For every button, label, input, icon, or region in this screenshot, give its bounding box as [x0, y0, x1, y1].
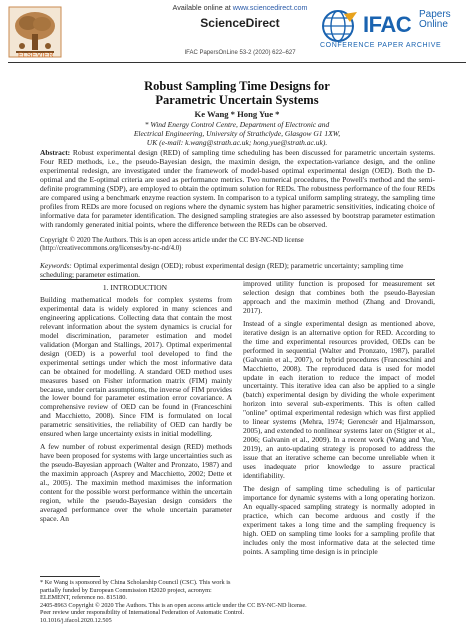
ifac-papers-line1: Papers	[419, 9, 451, 20]
copyright-line1: Copyright © 2020 The Authors. This is an open access article under the CC BY-NC-ND license	[40, 237, 304, 244]
elsevier-wordmark: ELSEVIER	[18, 52, 54, 59]
publication-info	[40, 602, 435, 624]
ifac-wordmark: IFAC	[363, 12, 412, 37]
issn-line: 2405-8963 Copyright © 2020 The Authors. This is an open access article under the CC BY-NC-ND license.	[40, 602, 307, 609]
affiliation-line1: * Wind Energy Control Centre, Department of Electronic and	[144, 120, 330, 129]
availability-prefix: Available online at	[172, 3, 231, 12]
header-divider	[8, 62, 466, 63]
abstract	[40, 149, 435, 230]
author-affiliation	[40, 120, 434, 148]
paragraph: A few number of robust experimental design (RED) methods have been proposed for systems with large uncertainties such as the pseudo-Bayesian approach (Walter and Pronzato, 1987) and the maximin approach (Asprey and Macchietto, 2002; Dette et al., 2005). The maximin method maximises the information content for the possible worst performance within the uncertain region, while the pseudo-Bayesian design considers the averaged performance over the whole uncertain parameter space. An	[40, 442, 232, 523]
license-link[interactable]: (http://creativecommons.org/licenses/by-nc-nd/4.0)	[40, 245, 182, 253]
left-column	[40, 296, 232, 566]
paragraph: Building mathematical models for complex systems from experimental data is widely explored in many sciences and engineering applications. Collecting data that contain the most relevant information about the system dynamics is crucial for model discrimination, parameter estimation and model validation (Morgan and Stallings, 2017). Optimal experimental design (OED) is a powerful tool developed to find the experimental settings under which the most informative data can be obtained for modelling. A standard OED method uses measures based on Fisher information matrix (FIM) mainly because, under certain assumptions, the inverse of FIM provides the lower bound for parameter estimation error covariance. A comprehensive review of OED can be found in (Franceschini and Macchietto, 2008). Since FIM is formulated on local parametric sensitivities, the reliability of OED can hardly be ensured when large uncertainty exists in initial modelling.	[40, 296, 232, 439]
ifac-globe-logo	[320, 8, 360, 44]
affiliation-line2: Electrical Engineering, University of Strathclyde, Glasgow G1 1XW,	[133, 129, 341, 139]
journal-reference: IFAC PapersOnLine 53-2 (2020) 622–627	[184, 50, 296, 56]
keywords	[40, 262, 435, 280]
ifac-papers-online	[419, 10, 451, 30]
paragraph: Instead of a single experimental design as mentioned above, iterative design is an alternative option for RED. According to the time and experimental resources provided, OEDs can be performed in sequential (Walter and Pronzato, 1987), parallel (Galvanin et al., 2007), or hybrid procedures (Franceschini and Macchietto, 2008). The reproduced data is used for model update in each iteration to reduce the impact of model uncertainty. This iterative idea can also be applied to a single (batch) experimental design by dividing the whole experiment horizon into several sub-experiments. This is often called "online" optimal experimental redesign which was first applied to linear systems (Mehra, 1974; Gerencsér and Hjalmarsson, 2005), and extended to nonlinear systems later on (Stigter et al., 2006; Galvanin et al., 2009). In a recent work (Wang and Yue, 2019), an auto-updating strategy is proposed to address the issue that an iterative scheme can become unreliable when it uses inadequate prior knowledge to assure practical identifiability.	[243, 318, 435, 481]
title-line2: Parametric Uncertain Systems	[155, 93, 319, 107]
doi-line[interactable]: 10.1016/j.ifacol.2020.12.505	[40, 616, 112, 624]
copyright-notice	[40, 237, 435, 254]
paragraph: improved utility function is proposed for measurement set selection design that combines both the pseudo-Bayesian approach and the maximin method (Zhang and Drovandi, 2017).	[243, 280, 435, 315]
keywords-text: Optimal experimental design (OED); robust experimental design (RED); parametric uncertainty; sampling time scheduling; parameter estimation.	[40, 261, 404, 279]
title-line1: Robust Sampling Time Designs for	[144, 79, 330, 93]
abstract-label: Abstract:	[40, 148, 71, 157]
sciencedirect-link[interactable]: www.sciencedirect.com	[232, 3, 308, 12]
paper-authors: Ke Wang * Hong Yue *	[194, 109, 280, 119]
right-column	[243, 280, 435, 630]
elsevier-tree-logo	[8, 6, 62, 58]
affiliation-line3: UK (e-mail: k.wang@strath.ac.uk; hong.yue@strath.ac.uk).	[146, 138, 328, 148]
ifac-papers-line2: Online	[419, 19, 448, 30]
footnote: * Ke Wang is sponsored by China Scholarship Council (CSC). This work is partially funded by European Commission H2020 project, acronym: ELEMENT, reference no. 815180.	[40, 579, 231, 602]
sciencedirect-title: ScienceDirect	[200, 16, 280, 30]
peer-review-line: Peer review under responsibility of International Federation of Automatic Control.	[40, 609, 245, 617]
paper-title	[40, 79, 434, 107]
ifac-conference-archive: CONFERENCE PAPER ARCHIVE	[320, 42, 442, 49]
keywords-label: Keywords:	[40, 261, 72, 270]
section-heading: 1. INTRODUCTION	[102, 283, 168, 292]
paragraph: The design of sampling time scheduling is of particular importance for dynamic systems with a long operating horizon. An equally-spaced sampling strategy is normally adopted in practice, which can become arduous and costly if the experiment takes a long time and the sampling frequency is high. OED on sampling time looks for a sampling profile that includes only the most informative data at the selected time points. A sampling time design is in principle	[243, 483, 435, 556]
footnote-divider	[40, 576, 100, 577]
abstract-text: Robust experimental design (RED) of sampling time scheduling has been discussed for parametric uncertain systems. Four RED methods, i.e., the pseudo-Bayesian design, the maximin design, the expectation-variance design, and the online experimental redesign, are investigated under the framework of model-based optimal experimental design (OED). Both the D-optimal and the E-optimal criteria are used as performance metrics. Two numerical procedures, the Powell's method and the semi-definite programming (SDP), are employed to obtain the optimum solution for REDs. The robustness performance of the four REDs are compared using a benchmark enzyme reaction system. In comparison to a typical uniform sampling strategy, the sampling time profiles from REDs are more focused on regions where the dynamic system has higher parametric sensitivities, indicating choice of informative data for parameter identification. The designed sampling strategies are also assessed by bootstrap parameter estimation with randomly generated initial points, where the difference between the REDs can be observed.	[40, 148, 435, 229]
